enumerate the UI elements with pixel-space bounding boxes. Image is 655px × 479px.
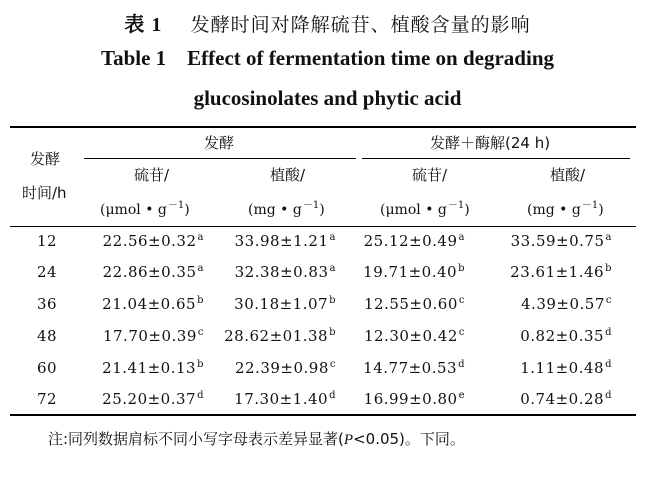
significance-letter: d [605,390,612,401]
time-cell: 60 [37,359,58,377]
significance-letter: a [197,263,204,274]
value-cell [103,327,204,345]
value-cell [510,263,612,281]
significance-letter: c [197,327,204,338]
value-text: 21.41±0.13 [102,359,197,377]
top-rule [10,126,636,128]
value-cell [521,295,612,313]
value-text: 22.86±0.35 [102,263,197,281]
value-cell [364,232,465,250]
value-cell [102,295,204,313]
group2-rule [362,158,630,159]
significance-letter: b [329,327,336,338]
table-title-cn [0,8,655,37]
value-text: 22.56±0.32 [102,232,197,250]
value-cell [102,390,204,408]
significance-letter: d [329,390,336,401]
time-cell: 36 [37,295,58,313]
significance-letter: a [329,263,336,274]
value-cell [224,327,336,345]
unit-phytic-2: (mg • $g^{-1}$) [527,200,604,218]
group-header-fermentation: 发酵 [204,134,235,152]
value-cell [235,232,336,250]
unit-glucosinolate-2: (μmol • $g^{-1}$) [380,200,470,218]
value-cell [234,390,336,408]
value-text: 25.20±0.37 [102,390,197,408]
significance-letter: e [458,390,465,401]
significance-letter: a [458,232,465,243]
significance-letter: b [605,263,612,274]
value-text: 16.99±0.80 [363,390,458,408]
value-cell [103,232,204,250]
value-cell [364,327,465,345]
header-rule [10,226,636,227]
value-cell [511,232,612,250]
value-cell [363,359,465,377]
bottom-rule [10,414,636,416]
row-label-line1: 发酵 [30,150,61,168]
significance-letter: d [605,359,612,370]
col-header-phytic-2: 植酸/ [550,166,586,184]
value-text: 30.18±1.07 [234,295,329,313]
value-cell [235,263,336,281]
time-cell: 24 [37,263,58,281]
unit-phytic-1: (mg • $g^{-1}$) [248,200,325,218]
time-cell: 12 [37,232,58,250]
value-text: 33.98±1.21 [234,232,329,250]
significance-letter: d [197,390,204,401]
value-cell [364,295,465,313]
value-text: 1.11±0.48 [520,359,605,377]
significance-letter: b [329,295,336,306]
value-text: 32.38±0.83 [234,263,329,281]
value-text: 23.61±1.46 [510,263,605,281]
value-text: 28.62±01.38 [224,327,329,345]
table-title-cn-text: 发酵时间对降解硫苷、植酸含量的影响 [190,14,531,36]
value-text: 0.74±0.28 [520,390,605,408]
significance-letter: a [197,232,204,243]
significance-letter: c [458,295,465,306]
significance-letter: b [197,295,204,306]
time-cell: 72 [37,390,58,408]
col-header-phytic-1: 植酸/ [270,166,306,184]
col-header-glucosinolate-2: 硫苷/ [412,166,448,184]
table-footnote: 注:同列数据肩标不同小写字母表示差异显著(P<0.05)。下同。 [48,430,465,448]
table-number-cn: 表 1 [124,14,163,36]
value-text: 14.77±0.53 [363,359,458,377]
value-text: 25.12±0.49 [363,232,458,250]
value-cell [234,295,336,313]
value-cell [102,359,204,377]
value-text: 4.39±0.57 [521,295,605,313]
value-text: 0.82±0.35 [520,327,605,345]
unit-glucosinolate-1: (μmol • $g^{-1}$) [100,200,190,218]
group1-rule [84,158,356,159]
value-text: 22.39±0.98 [234,359,329,377]
value-cell [520,359,612,377]
significance-letter: c [605,295,612,306]
value-cell [363,263,465,281]
table-title-en-line2: glucosinolates and phytic acid [193,86,462,110]
significance-letter: c [329,359,336,370]
value-text: 17.30±1.40 [234,390,329,408]
value-cell [235,359,336,377]
value-text: 21.04±0.65 [102,295,197,313]
col-header-glucosinolate-1: 硫苷/ [134,166,170,184]
significance-letter: a [329,232,336,243]
row-label-line2: 时间/h [22,184,67,202]
table-title-en-line1: Table 1 Effect of fermentation time on degrading [101,46,554,70]
value-cell [520,327,612,345]
significance-letter: b [197,359,204,370]
value-text: 12.55±0.60 [363,295,458,313]
value-text: 19.71±0.40 [363,263,458,281]
value-cell [520,390,612,408]
value-cell [103,263,204,281]
group-header-fermentation-enzymolysis: 发酵＋酶解(24 h) [430,134,551,152]
value-cell [364,390,465,408]
value-text: 33.59±0.75 [510,232,605,250]
value-text: 12.30±0.42 [363,327,458,345]
significance-letter: d [605,327,612,338]
significance-letter: d [458,359,465,370]
significance-letter: b [458,263,465,274]
significance-letter: c [458,327,465,338]
value-text: 17.70±0.39 [102,327,197,345]
significance-letter: a [605,232,612,243]
time-cell: 48 [37,327,58,345]
